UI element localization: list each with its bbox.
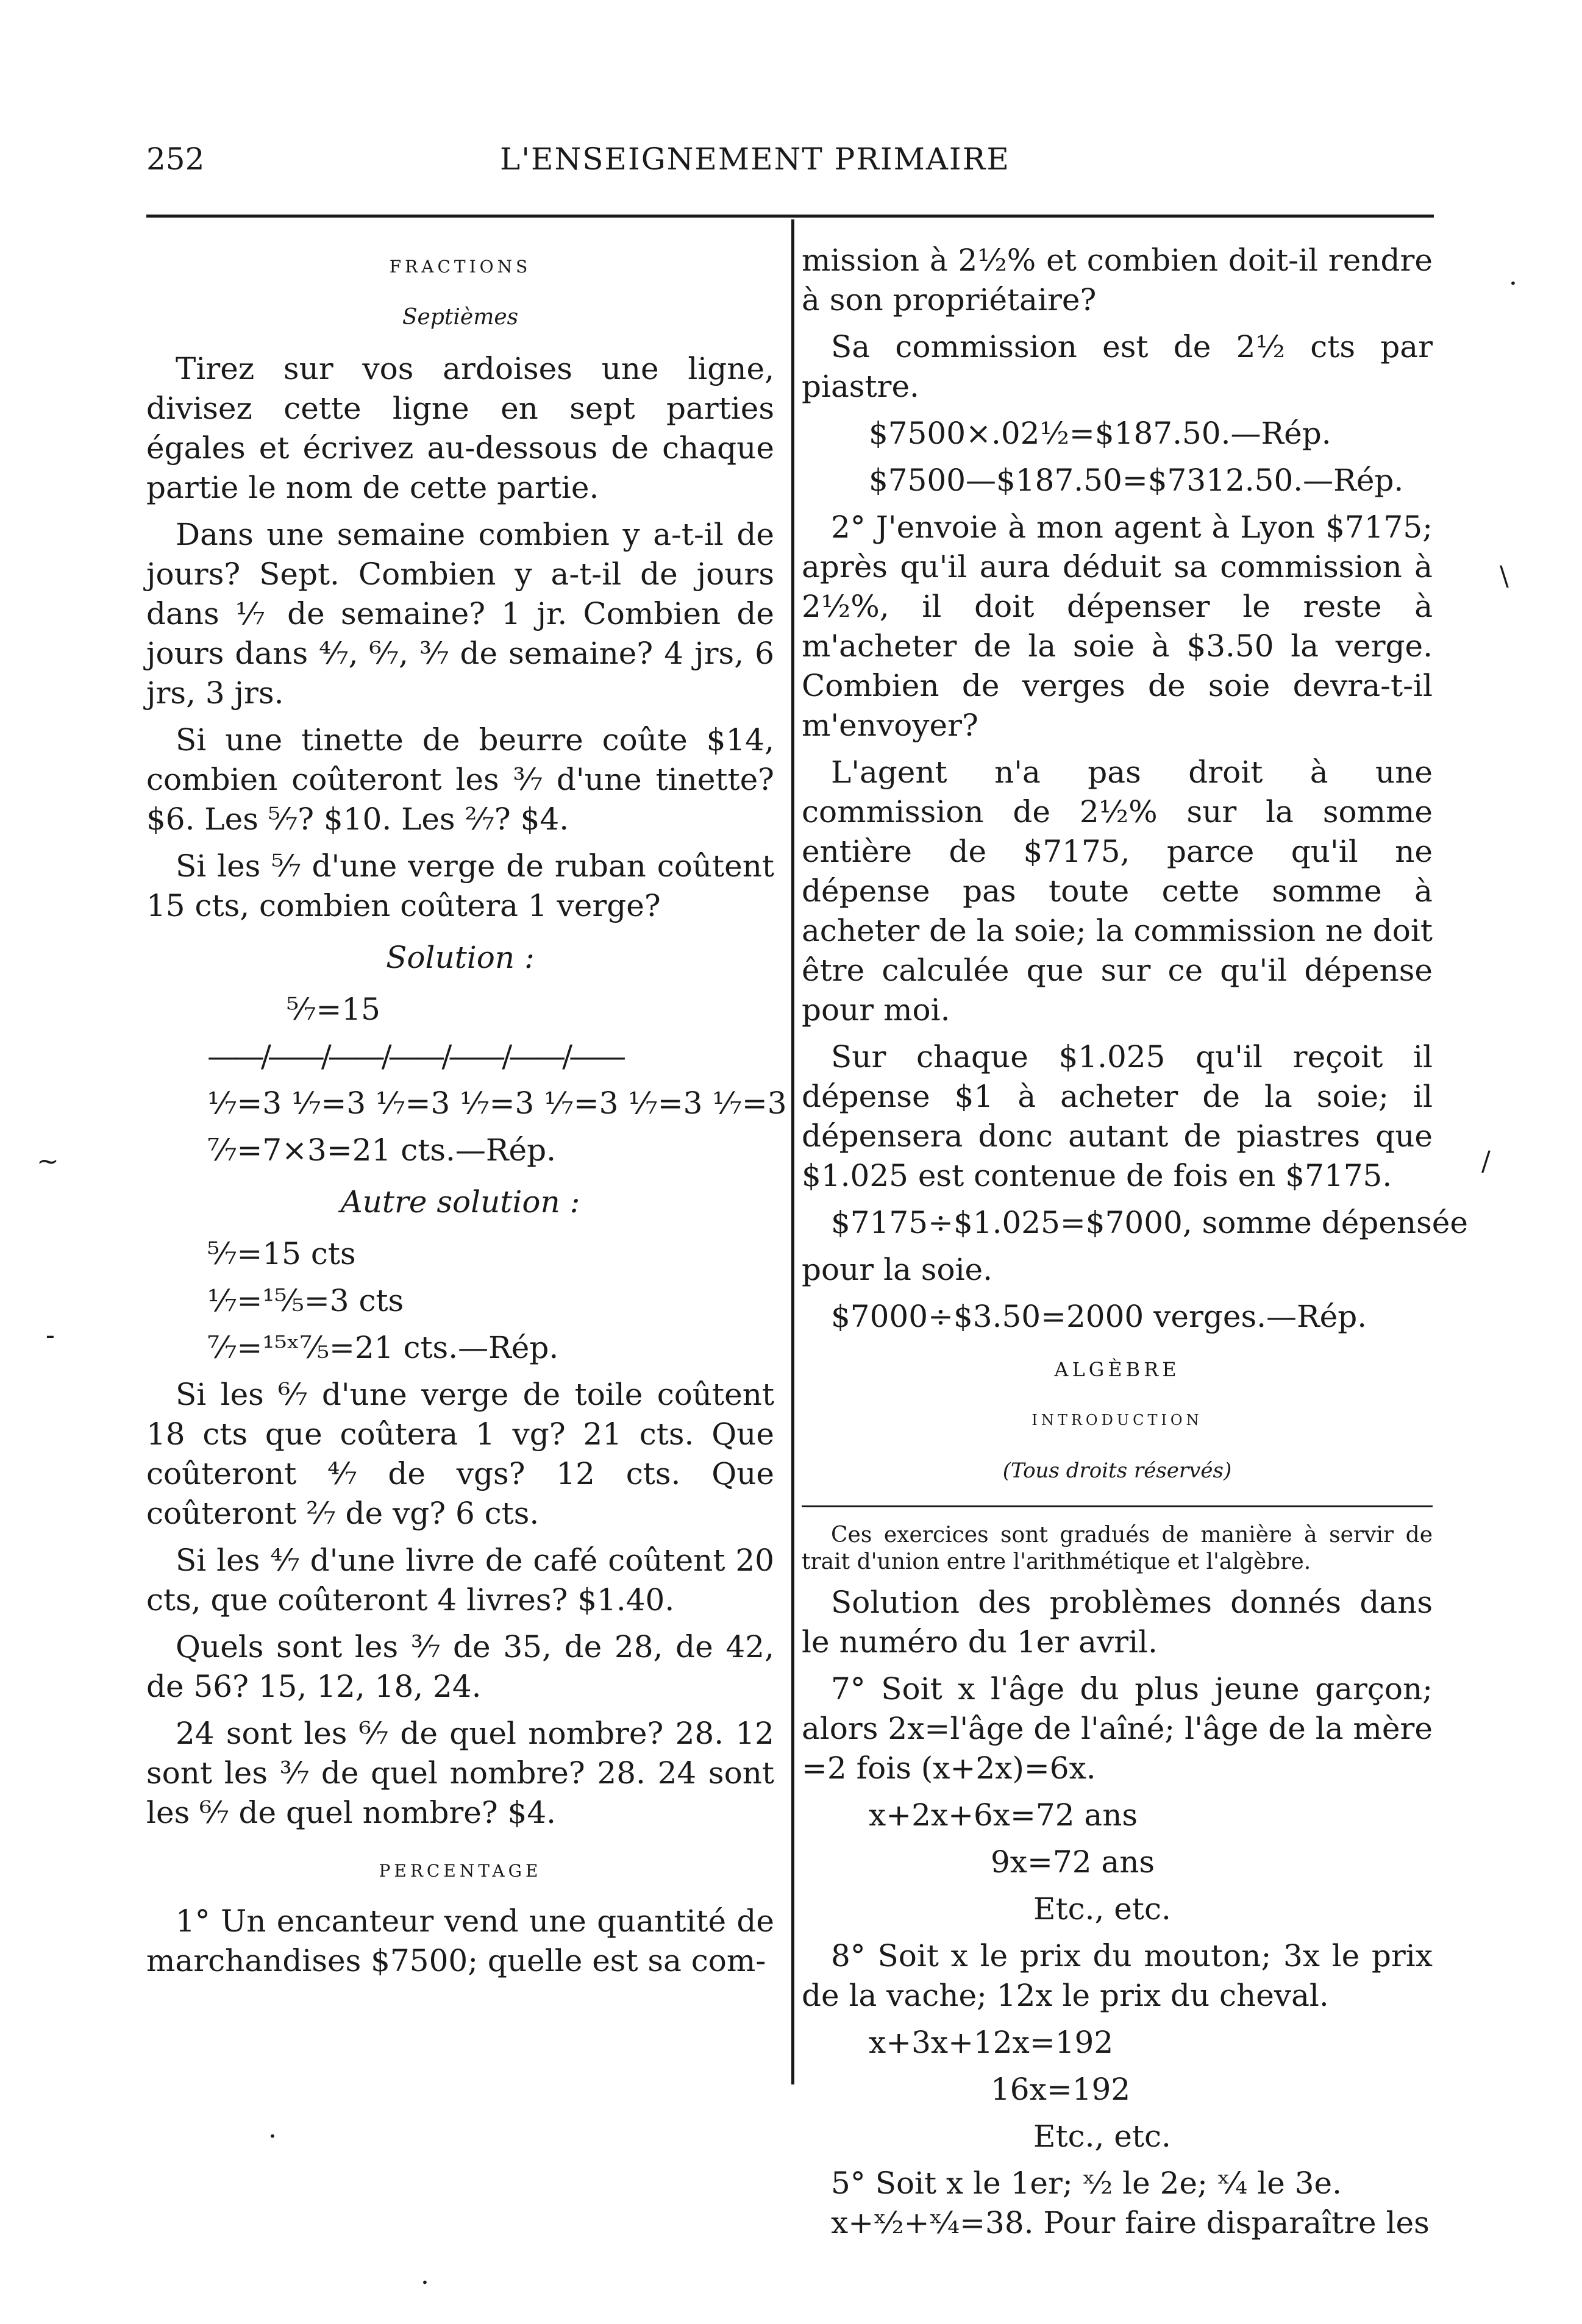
paragraph: 7° Soit x l'âge du plus jeune garçon; alors 2x=l'âge de l'aîné; l'âge de la mère =2 fois (x+2x)=6x.	[802, 1671, 1433, 1786]
rights-note: (Tous droits réservés)	[1002, 1459, 1232, 1483]
paragraph: 8° Soit x le prix du mouton; 3x le prix de la vache; 12x le prix du cheval.	[802, 1938, 1433, 2013]
solution-line: ⅐=3 ⅐=3 ⅐=3 ⅐=3 ⅐=3 ⅐=3 ⅐=3	[207, 1086, 787, 1121]
margin-speck: -	[46, 1320, 55, 1351]
margin-speck: ·	[421, 2267, 429, 2298]
subsection-heading-introduction: INTRODUCTION	[1032, 1412, 1203, 1429]
margin-speck: ·	[1509, 268, 1517, 299]
paragraph: Dans une semaine combien y a-t-il de jours? Sept. Combien y a-t-il de jours dans ⅐ de semaine? 1 jr. Combien de jours dans ⁴⁄₇, ⁶⁄₇, ³⁄₇ de semaine? 4 jrs, 6 jrs, 3 jrs.	[146, 517, 774, 711]
equation-line: x+2x+6x=72 ans	[869, 1797, 1138, 1833]
running-title: L'ENSEIGNEMENT PRIMAIRE	[500, 141, 1010, 177]
paragraph: Sur chaque $1.025 qu'il reçoit il dépense $1 à acheter de la soie; il dépensera donc autant de piastres que $1.025 est contenue de fois en $7175.	[802, 1039, 1433, 1193]
margin-speck: \	[1500, 561, 1509, 592]
equation-line: $7500—$187.50=$7312.50.—Rép.	[869, 463, 1404, 498]
left-column	[146, 241, 787, 1988]
page-number: 252	[146, 141, 205, 177]
paragraph: 5° Soit x le 1er; ˣ⁄₂ le 2e; ˣ⁄₄ le 3e.	[831, 2166, 1342, 2201]
paragraph: L'agent n'a pas droit à une commission de 2½% sur la somme entière de $7175, parce qu'il ne dépense pas toute cette somme à acheter de la soie; la commission ne doit être calculée que sur ce qu'il dépense pour moi.	[802, 755, 1433, 1028]
paragraph: 1° Un encanteur vend une quantité de marchandises $7500; quelle est sa com-	[146, 1903, 774, 1978]
solution-line: ⁷⁄₇=¹⁵ˣ⁷⁄₅=21 cts.—Rép.	[207, 1330, 559, 1365]
section-heading-percentage: PERCENTAGE	[379, 1861, 542, 1881]
alt-solution-heading: Autre solution :	[340, 1184, 580, 1220]
paragraph: 24 sont les ⁶⁄₇ de quel nombre? 28. 12 sont les ³⁄₇ de quel nombre? 28. 24 sont les ⁶⁄₇ de quel nombre? $4.	[146, 1716, 774, 1830]
paragraph: Si une tinette de beurre coûte $14, combien coûteront les ³⁄₇ d'une tinette? $6. Les ⁵⁄₇? $10. Les ²⁄₇? $4.	[146, 722, 774, 837]
separator-rule	[802, 1505, 1433, 1507]
solution-line: ⁵⁄₇=15 cts	[207, 1236, 356, 1271]
solution-line: ⅐=¹⁵⁄₅=3 cts	[207, 1283, 404, 1318]
equation-line: Etc., etc.	[1033, 2119, 1171, 2154]
column-divider	[791, 219, 794, 2084]
margin-speck: ·	[268, 2121, 277, 2152]
subsection-heading: Septièmes	[402, 305, 519, 330]
paragraph: Si les ⁴⁄₇ d'une livre de café coûtent 20 cts, que coûteront 4 livres? $1.40.	[146, 1543, 774, 1618]
equation-line: $7175÷$1.025=$7000, somme dépensée	[831, 1205, 1468, 1240]
paragraph: Tirez sur vos ardoises une ligne, divisez cette ligne en sept parties égales et écrivez au-dessous de chaque partie le nom de cette partie.	[146, 351, 774, 505]
margin-speck: /	[1481, 1146, 1491, 1177]
intro-note: Ces exercices sont gradués de manière à servir de trait d'union entre l'arithmétique et l'algèbre.	[802, 1523, 1433, 1574]
paragraph: Si les ⁵⁄₇ d'une verge de ruban coûtent 15 cts, combien coûtera 1 verge?	[146, 848, 774, 923]
paragraph: Quels sont les ³⁄₇ de 35, de 28, de 42, de 56? 15, 12, 18, 24.	[146, 1629, 774, 1704]
paragraph: Si les ⁶⁄₇ d'une verge de toile coûtent 18 cts que coûtera 1 vg? 21 cts. Que coûteront ⁴⁄₇ de vgs? 12 cts. Que coûteront ²⁄₇ de vg? 6 cts.	[146, 1377, 774, 1531]
solution-heading: Solution :	[386, 940, 535, 975]
equation-line: 16x=192	[991, 2072, 1131, 2107]
margin-speck: ~	[37, 1146, 59, 1177]
paragraph: 2° J'envoie à mon agent à Lyon $7175; après qu'il aura déduit sa commission à 2½%, il doit dépenser le reste à m'acheter de la soie à $3.50 la verge. Combien de verges de soie devra-t-il m'envoyer?	[802, 510, 1433, 743]
section-heading-fractions: FRACTIONS	[389, 257, 532, 277]
equation-line: 9x=72 ans	[991, 1844, 1155, 1880]
equation-line: $7000÷$3.50=2000 verges.—Rép.	[831, 1299, 1367, 1334]
division-ticks: ——/——/——/——/——/——/——	[207, 1039, 623, 1074]
equation-line: pour la soie.	[802, 1252, 993, 1287]
solution-line: ⁵⁄₇=15	[287, 992, 380, 1027]
right-column	[802, 241, 1468, 2250]
solution-line: ⁷⁄₇=7×3=21 cts.—Rép.	[207, 1132, 557, 1168]
equation-line: $7500×.02½=$187.50.—Rép.	[869, 416, 1331, 451]
equation-line: Etc., etc.	[1033, 1891, 1171, 1927]
header-rule	[146, 215, 1434, 218]
paragraph: Solution des problèmes donnés dans le numéro du 1er avril.	[802, 1585, 1433, 1660]
paragraph: mission à 2½% et combien doit-il rendre à son propriétaire?	[802, 243, 1433, 318]
paragraph: Sa commission est de 2½ cts par piastre.	[802, 329, 1433, 404]
equation-line: x+3x+12x=192	[869, 2025, 1114, 2060]
section-heading-algebre: ALGÈBRE	[1054, 1358, 1180, 1381]
paragraph: x+ˣ⁄₂+ˣ⁄₄=38. Pour faire disparaître les	[831, 2205, 1430, 2240]
